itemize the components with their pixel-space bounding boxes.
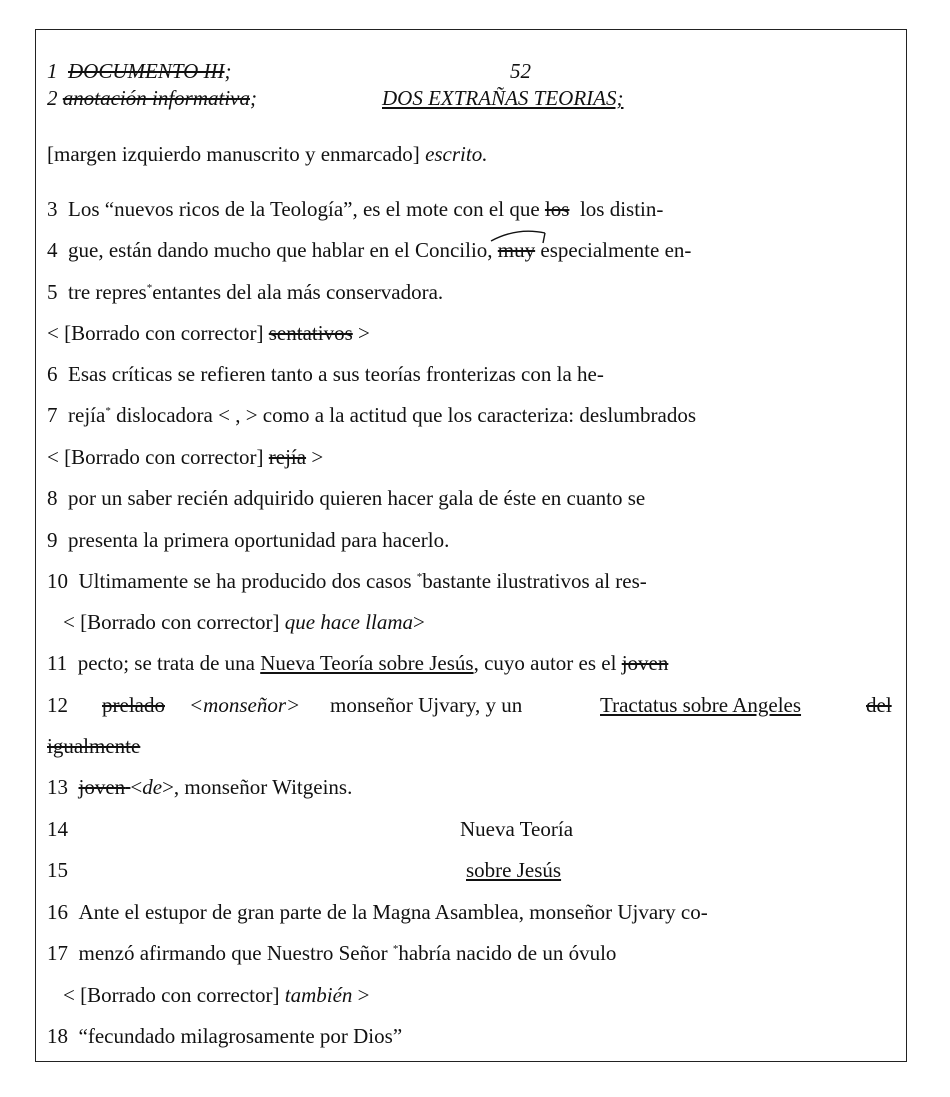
text-line-11: 11 pecto; se trata de una Nueva Teoría sobre Jesús, cuyo autor es el joven [47, 651, 669, 675]
text-line-12-continuation: igualmente [47, 734, 141, 758]
text-line-7: 7 rejía* dislocadora < , > como a la actitud que los caracteriza: deslumbrados [47, 403, 697, 427]
text-line-10: 10 Ultimamente se ha producido dos casos *bastante ilustrativos al res- [47, 569, 647, 593]
text-line-17: 17 menzó afirmando que Nuestro Señor *habría nacido de un óvulo [47, 941, 617, 965]
insertion-mark: * [105, 405, 111, 417]
line-number: 15 [47, 858, 68, 882]
editorial-note: < [Borrado con corrector] rejía > [47, 445, 324, 469]
section-heading: Nueva Teoría [460, 817, 574, 841]
text-line-13: 13 joven <de>, monseñor Witgeins. [47, 775, 353, 799]
line-number: 13 [47, 775, 68, 799]
struck-title: DOCUMENTO III [68, 59, 225, 83]
line-number: 2 [47, 86, 58, 110]
line-number: 16 [47, 900, 68, 924]
text-line-5: 5 tre repres*entantes del ala más conservadora. [47, 280, 444, 304]
insertion: <monseñor> [189, 693, 301, 717]
text-line-12: 12 prelado <monseñor> monseñor Ujvary, y un Tractatus sobre Angeles del [47, 693, 892, 717]
struck-annotation: anotación informativa [62, 86, 250, 110]
document-title: DOS EXTRAÑAS TEORIAS; [382, 86, 624, 110]
line-number: 12 [47, 693, 68, 717]
text-line-3: 3 Los “nuevos ricos de la Teología”, es el mote con el que los los distin- [47, 197, 664, 221]
line-number: 1 [47, 59, 58, 83]
header-line-2: 2 anotación informativa; DOS EXTRAÑAS TEORIAS; [47, 86, 624, 110]
line-number: 6 [47, 362, 58, 386]
text-line-6: 6 Esas críticas se refieren tanto a sus teorías fronterizas con la he- [47, 362, 604, 386]
editorial-note: < [Borrado con corrector] también > [63, 983, 370, 1007]
text-line-14 [47, 816, 897, 842]
text-line-8: 8 por un saber recién adquirido quieren hacer gala de éste en cuanto se [47, 486, 646, 510]
text-line-15 [47, 857, 897, 883]
deletion-arc-icon [489, 229, 549, 245]
margin-note: [margen izquierdo manuscrito y enmarcado] escrito. [47, 142, 488, 166]
insertion-mark: * [146, 282, 153, 294]
editorial-note: < [Borrado con corrector] sentativos > [47, 321, 370, 345]
insertion-mark: * [392, 943, 399, 955]
line-number: 14 [47, 817, 68, 841]
line-number: 10 [47, 569, 68, 593]
line-number: 17 [47, 941, 68, 965]
line-number: 3 [47, 197, 58, 221]
line-number: 5 [47, 280, 58, 304]
struck-word: muy [497, 238, 536, 262]
insertion-mark: * [416, 571, 423, 583]
underlined-title: Nueva Teoría sobre Jesús [260, 651, 474, 675]
page-number: 52 [510, 59, 531, 83]
underlined-title: Tractatus sobre Angeles [600, 693, 802, 717]
line-number: 11 [47, 651, 68, 675]
line-number: 7 [47, 403, 58, 427]
text-line-9: 9 presenta la primera oportunidad para hacerlo. [47, 528, 450, 552]
text-line-16: 16 Ante el estupor de gran parte de la Magna Asamblea, monseñor Ujvary co- [47, 900, 708, 924]
line-number: 8 [47, 486, 58, 510]
line-number: 9 [47, 528, 58, 552]
line-number: 18 [47, 1024, 68, 1048]
struck-word: los [544, 197, 570, 221]
header-line-1: 1 DOCUMENTO III; 52 [47, 59, 531, 83]
section-heading: sobre Jesús [466, 858, 562, 882]
text-line-18: 18 “fecundado milagrosamente por Dios” [47, 1024, 403, 1048]
editorial-note: < [Borrado con corrector] que hace llama> [63, 610, 425, 634]
text-line-4: 4 gue, están dando mucho que hablar en el Concilio, muy especialmente en- [47, 237, 897, 263]
line-number: 4 [47, 238, 58, 262]
